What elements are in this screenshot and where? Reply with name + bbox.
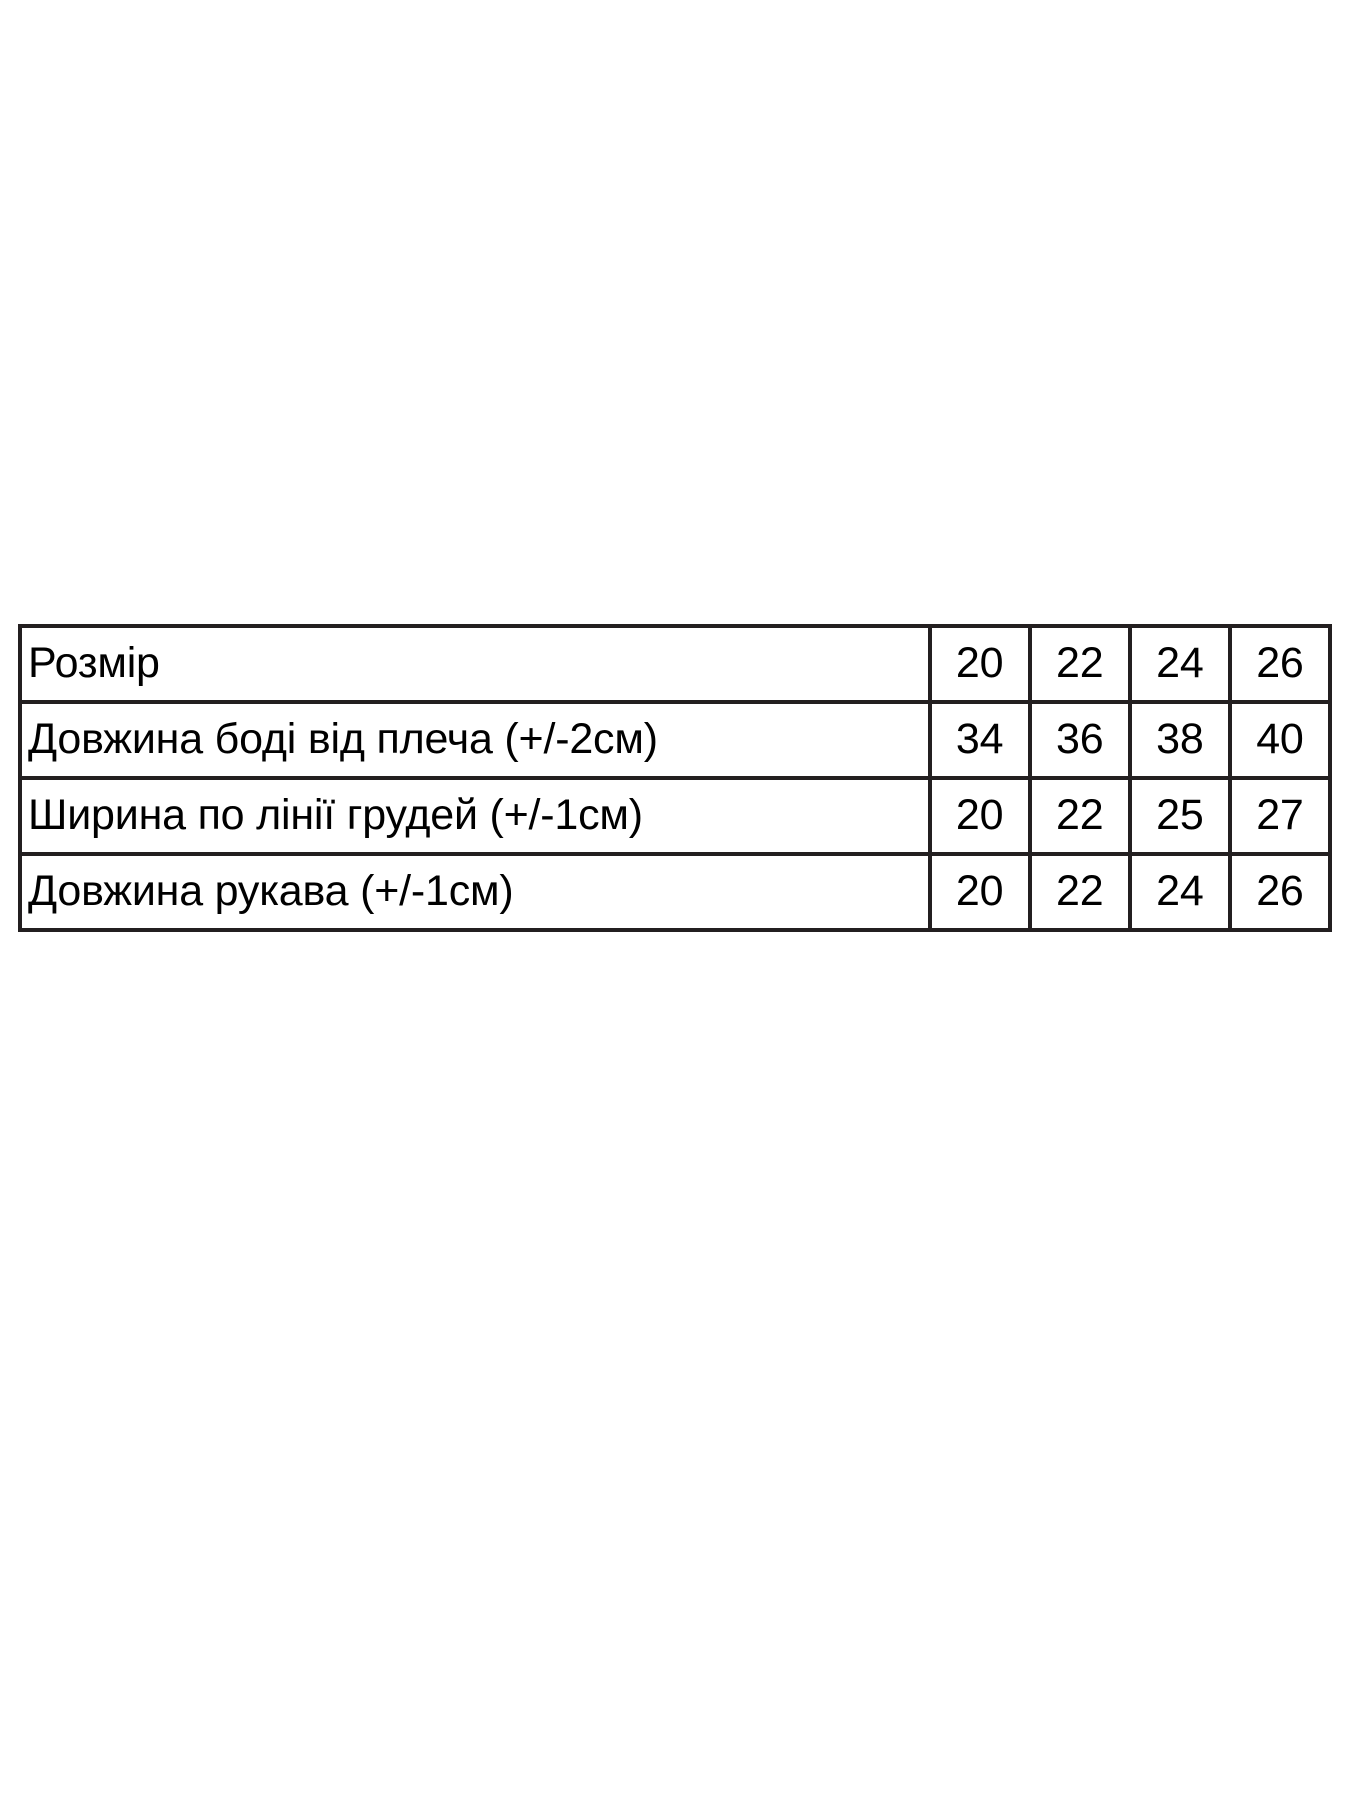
row-label: Довжина рукава (+/-1см) bbox=[20, 854, 930, 930]
row-value: 20 bbox=[930, 778, 1030, 854]
row-label: Розмір bbox=[20, 626, 930, 702]
table-row bbox=[20, 778, 1330, 854]
row-value: 34 bbox=[930, 702, 1030, 778]
row-value: 36 bbox=[1030, 702, 1130, 778]
size-chart-container bbox=[18, 624, 1332, 932]
row-value: 40 bbox=[1230, 702, 1330, 778]
row-label: Довжина боді від плеча (+/-2см) bbox=[20, 702, 930, 778]
row-label: Ширина по лінії грудей (+/-1см) bbox=[20, 778, 930, 854]
row-value: 26 bbox=[1230, 854, 1330, 930]
row-value: 22 bbox=[1030, 778, 1130, 854]
row-value: 24 bbox=[1130, 854, 1230, 930]
row-value: 38 bbox=[1130, 702, 1230, 778]
row-value: 27 bbox=[1230, 778, 1330, 854]
row-value: 24 bbox=[1130, 626, 1230, 702]
row-value: 22 bbox=[1030, 626, 1130, 702]
size-chart-table bbox=[18, 624, 1332, 932]
row-value: 26 bbox=[1230, 626, 1330, 702]
row-value: 25 bbox=[1130, 778, 1230, 854]
table-row bbox=[20, 702, 1330, 778]
table-row bbox=[20, 854, 1330, 930]
row-value: 20 bbox=[930, 854, 1030, 930]
row-value: 22 bbox=[1030, 854, 1130, 930]
table-row bbox=[20, 626, 1330, 702]
row-value: 20 bbox=[930, 626, 1030, 702]
